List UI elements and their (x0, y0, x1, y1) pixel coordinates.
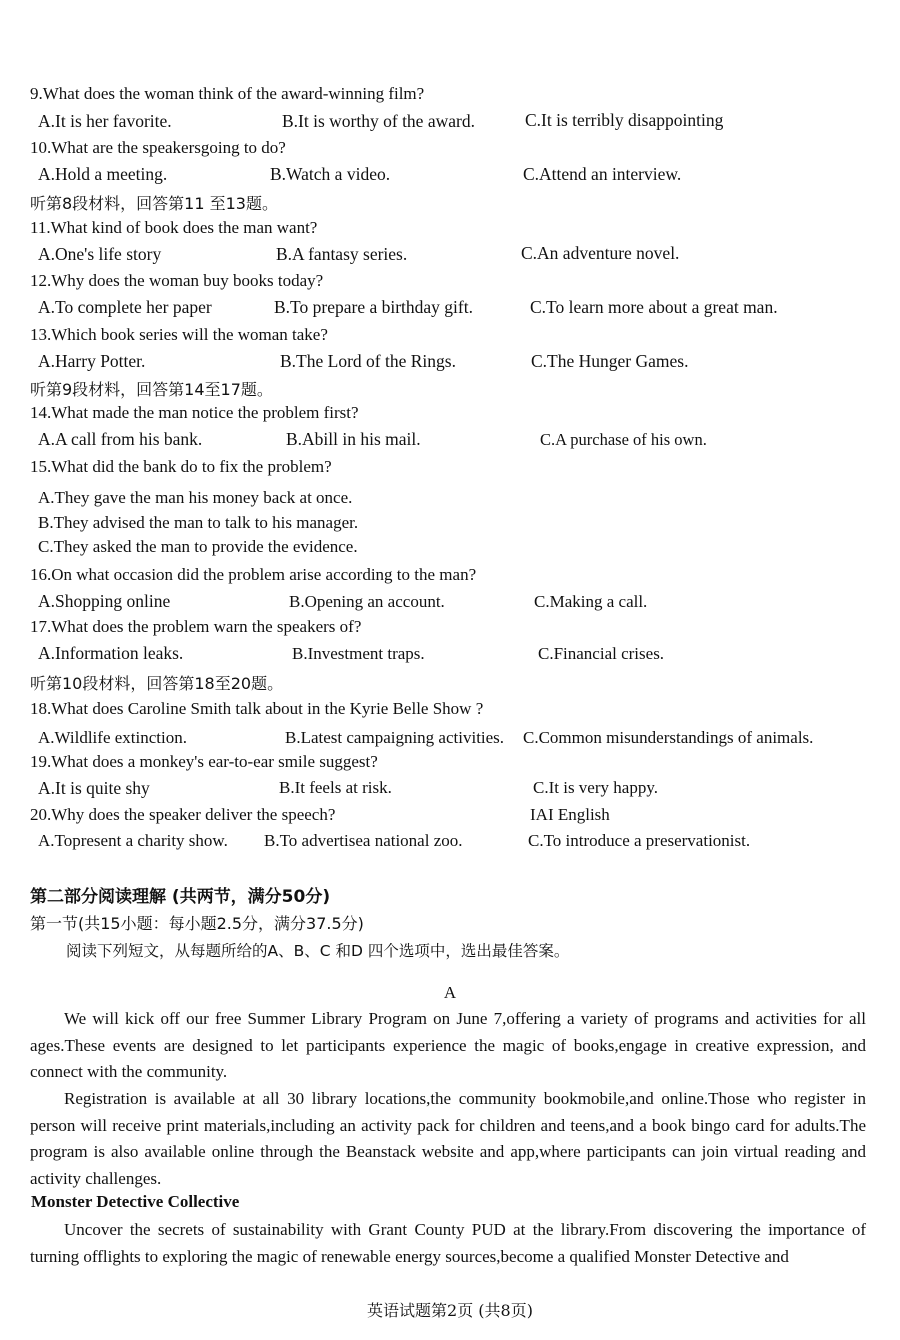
q10-option-a: A.Hold a meeting. (38, 164, 168, 184)
question-15: 15.What did the bank do to fix the problem? (30, 457, 332, 476)
q17-option-c: C.Financial crises. (538, 644, 665, 663)
q11-option-c: C.An adventure novel. (521, 243, 680, 263)
q12-option-c: C.To learn more about a great man. (530, 297, 778, 317)
q9-option-c: C.It is terribly disappointing (525, 110, 724, 130)
passage-paragraph-2: Registration is available at all 30 library locations,the community bookmobile,and online.Those who register in person will receive print materials,including an activity pack for children and teens,and a book bingo card for adults.The program is also available online through the Beanstack website and app,where participants can join virtual reading and activity challenges. (30, 1089, 866, 1188)
q13-option-a: A.Harry Potter. (38, 351, 146, 371)
q12-option-a: A.To complete her paper (38, 297, 212, 317)
q20-option-b: B.To advertisea national zoo. (264, 831, 463, 850)
q17-option-b: B.Investment traps. (292, 644, 425, 663)
q19-option-a: A.It is quite shy (38, 778, 150, 798)
q18-option-b: B.Latest campaigning activities. (285, 728, 505, 747)
q17-option-a: A.Information leaks. (38, 643, 184, 663)
question-18: 18.What does Caroline Smith talk about in the Kyrie Belle Show ? (30, 699, 484, 718)
q16-option-b: B.Opening an account. (289, 592, 445, 611)
question-12: 12.Why does the woman buy books today? (30, 271, 324, 290)
q18-option-c: C.Common misunderstandings of animals. (523, 728, 814, 747)
q9-option-a: A.It is her favorite. (38, 111, 172, 131)
section-8-instruction: 听第8段材料，回答第11 至13题。 (30, 194, 278, 213)
q11-option-a: A.One's life story (38, 244, 162, 264)
part-two-title: 第二部分阅读理解 (共两节，满分50分) (30, 887, 331, 907)
question-16: 16.On what occasion did the problem arise according to the man? (30, 565, 477, 584)
passage-paragraph-3: Uncover the secrets of sustainability with Grant County PUD at the library.From discovering the importance of turning offlights to exploring the magic of renewable energy sources,become a qualified Monster Detective and (30, 1220, 866, 1266)
question-9: 9.What does the woman think of the award-winning film? (30, 84, 425, 103)
passage-heading: Monster Detective Collective (31, 1192, 240, 1211)
q20-option-c: C.To introduce a preservationist. (528, 831, 751, 850)
q14-option-a: A.A call from his bank. (38, 429, 203, 449)
q19-option-b: B.It feels at risk. (279, 778, 392, 797)
q13-option-b: B.The Lord of the Rings. (280, 351, 456, 371)
question-19: 19.What does a monkey's ear-to-ear smile suggest? (30, 752, 378, 771)
question-14: 14.What made the man notice the problem first? (30, 403, 359, 422)
page-footer: 英语试题第2页 (共8页) (367, 1301, 533, 1320)
question-10: 10.What are the speakersgoing to do? (30, 138, 286, 157)
question-13: 13.Which book series will the woman take? (30, 325, 328, 344)
q9-option-b: B.It is worthy of the award. (282, 111, 475, 131)
question-17: 17.What does the problem warn the speakers of? (30, 617, 362, 636)
q10-option-b: B.Watch a video. (270, 164, 391, 184)
q15-option-c: C.They asked the man to provide the evidence. (38, 537, 358, 556)
q19-option-c: C.It is very happy. (533, 778, 658, 797)
section-one-title: 第一节(共15小题：每小题2.5分，满分37.5分) (30, 914, 364, 933)
watermark-text: IAI English (530, 805, 610, 824)
passage-paragraph-1: We will kick off our free Summer Library Program on June 7,offering a variety of programs and activities for all ages.These events are designed to let participants experience the magic of books,engage in creative expression, and connect with the community. (30, 1009, 866, 1081)
question-11: 11.What kind of book does the man want? (30, 218, 318, 237)
q18-option-a: A.Wildlife extinction. (38, 728, 187, 747)
q15-option-b: B.They advised the man to talk to his manager. (38, 513, 359, 532)
section-9-instruction: 听第9段材料，回答第14至17题。 (30, 380, 273, 399)
q15-option-a: A.They gave the man his money back at once. (38, 488, 353, 507)
q16-option-c: C.Making a call. (534, 592, 648, 611)
q13-option-c: C.The Hunger Games. (531, 351, 689, 371)
question-20: 20.Why does the speaker deliver the speech? (30, 805, 336, 824)
q12-option-b: B.To prepare a birthday gift. (274, 297, 473, 317)
passage-letter: A (443, 983, 457, 1002)
q11-option-b: B.A fantasy series. (276, 244, 408, 264)
q10-option-c: C.Attend an interview. (523, 164, 682, 184)
q16-option-a: A.Shopping online (38, 591, 171, 611)
q20-option-a: A.Topresent a charity show. (38, 831, 228, 850)
section-10-instruction: 听第10段材料，回答第18至20题。 (30, 674, 284, 693)
q14-option-b: B.Abill in his mail. (286, 429, 421, 449)
reading-instruction: 阅读下列短文，从每题所给的A、B、C 和D 四个选项中，选出最佳答案。 (66, 942, 570, 960)
q14-option-c: C.A purchase of his own. (540, 430, 707, 449)
